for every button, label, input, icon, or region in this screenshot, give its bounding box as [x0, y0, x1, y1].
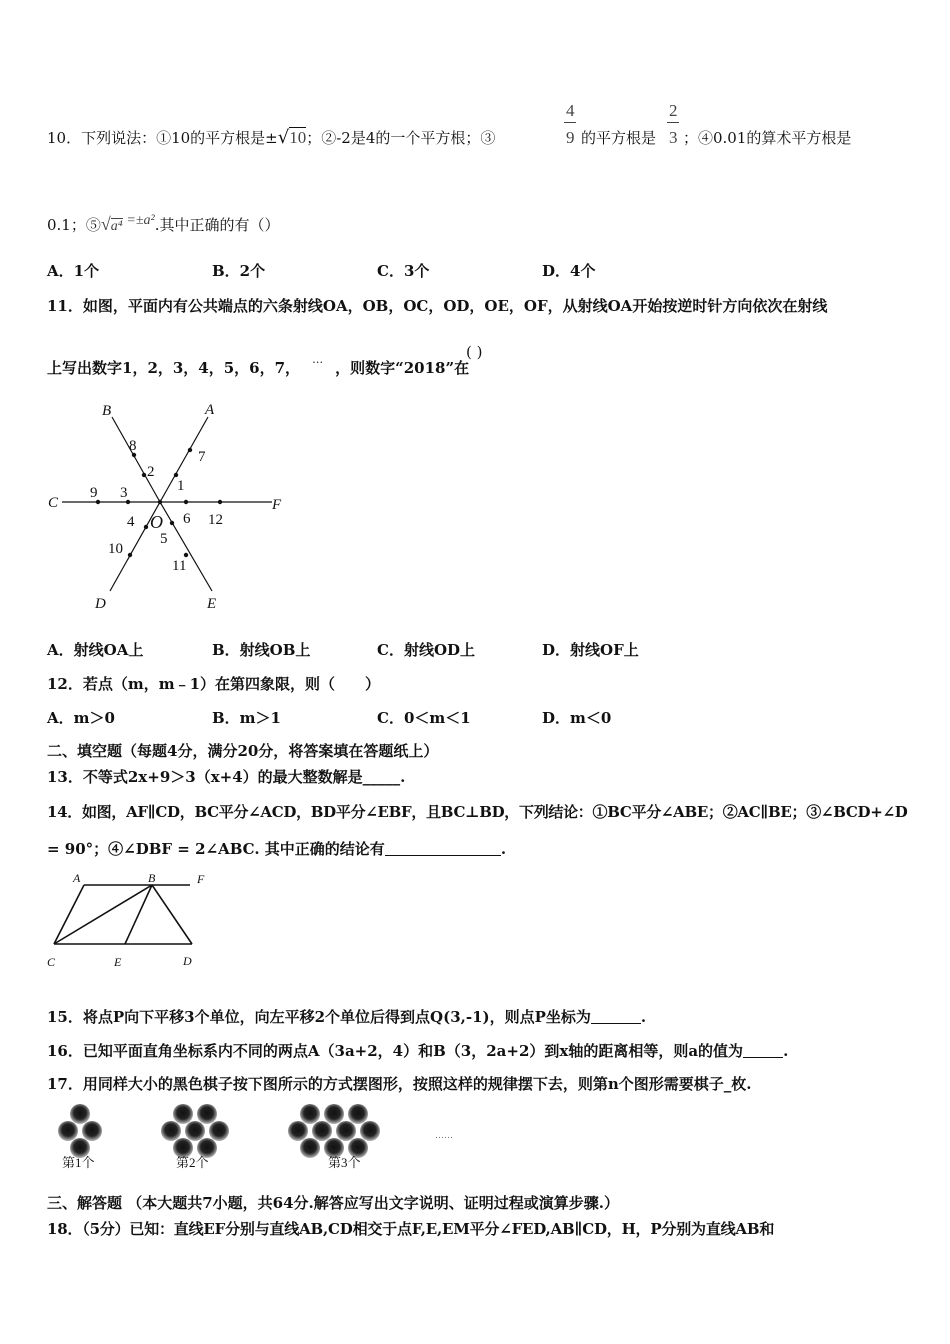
section-3-heading: 三、解答题 （本大题共7小题，共64分.解答应写出文字说明、证明过程或演算步骤.）: [47, 1194, 619, 1212]
label-3: 3: [120, 485, 128, 501]
q11-option-b[interactable]: B．射线OB上: [212, 641, 311, 659]
label-2: 2: [147, 464, 155, 480]
piece: [70, 1104, 90, 1124]
point-11: [184, 553, 188, 557]
piece: [336, 1121, 356, 1141]
piece: [348, 1104, 368, 1124]
q14-line1: 14．如图，AF∥CD，BC平分∠ACD，BD平分∠EBF，且BC⊥BD，下列结论：①BC平分∠ABE；②AC∥BE；③∠BCD+∠D: [47, 803, 908, 821]
q11-line1: 11．如图，平面内有公共端点的六条射线OA，OB，OC，OD，OE，OF，从射线OA开始按逆时针方向依次在射线: [47, 297, 828, 315]
sqrt-sign: √: [277, 127, 290, 148]
point-10: [128, 553, 132, 557]
q10-line1: [47, 127, 495, 148]
point-5: [170, 521, 174, 525]
q11-rays-figure: [40, 395, 300, 620]
label-d: D: [95, 596, 106, 612]
q10-line1-d: ；④0.01的算术平方根是: [683, 129, 852, 147]
q10-line1-c: 的平方根是: [581, 129, 657, 147]
q17-line: 17．用同样大小的黑色棋子按下图所示的方式摆图形，按照这样的规律摆下去，则第n个图形需要棋子_枚.: [47, 1075, 752, 1093]
piece: [324, 1104, 344, 1124]
section-2-heading: 二、填空题（每题4分，满分20分，将答案填在答题纸上）: [47, 742, 439, 760]
label-o: O: [150, 512, 163, 532]
label-e: E: [207, 596, 217, 612]
piece: [288, 1121, 308, 1141]
label-4: 4: [127, 514, 135, 530]
q16-answer-blank[interactable]: [743, 1043, 783, 1058]
label-c: C: [48, 495, 59, 511]
q10-line1-b: ；②-2是4的一个平方根；③: [306, 129, 496, 147]
q12-option-c[interactable]: C．0＜m＜1: [377, 709, 471, 727]
frac-2-3-num: 2: [669, 101, 678, 120]
label-10: 10: [108, 541, 123, 557]
q18-line: 18．（5分）已知：直线EF分别与直线AB,CD相交于点F,E,EM平分∠FED,AB∥CD，H，P分别为直线AB和: [47, 1220, 775, 1238]
point-4: [144, 525, 148, 529]
q11-answer-paren: ( ): [466, 343, 483, 361]
q12-option-b[interactable]: B．m＞1: [212, 709, 281, 727]
q14-label-b: B: [148, 871, 156, 885]
q11-option-a[interactable]: A．射线OA上: [47, 641, 144, 659]
label-12: 12: [208, 512, 223, 528]
q17-pieces-figure: [50, 1100, 470, 1175]
q10-line2-a: 0.1；⑤: [47, 216, 101, 234]
q10-option-c[interactable]: C．3个: [377, 262, 430, 280]
q10-line2: [47, 214, 279, 235]
q13-line: 13．不等式2x+9＞3（x+4）的最大整数解是_____.: [47, 768, 406, 786]
line-bd: [152, 885, 192, 944]
piece: [161, 1121, 181, 1141]
piece: [312, 1121, 332, 1141]
point-6: [184, 500, 188, 504]
piece: [209, 1121, 229, 1141]
q14-label-d: D: [183, 954, 192, 968]
label-11: 11: [172, 558, 187, 574]
point-7: [188, 448, 192, 452]
piece: [82, 1121, 102, 1141]
frac-4-9-den: 9: [566, 128, 575, 147]
q11-dots: …: [312, 353, 324, 366]
q10-line1-a: 10．下列说法：①10的平方根是±: [47, 129, 278, 147]
point-1: [174, 473, 178, 477]
piece: [58, 1121, 78, 1141]
label-b: B: [102, 403, 112, 419]
q11-option-d[interactable]: D．射线OF上: [542, 641, 639, 659]
q14-answer-blank[interactable]: [385, 841, 501, 856]
frac-2-3-bar: [667, 122, 679, 123]
q14-label-c: C: [47, 955, 56, 969]
frac-4-9-num: 4: [566, 101, 575, 120]
label-5: 5: [160, 531, 168, 547]
q17-caption-2: 第2个: [176, 1155, 209, 1170]
point-12: [218, 500, 222, 504]
label-8: 8: [129, 438, 137, 454]
q10-option-b[interactable]: B．2个: [212, 262, 266, 280]
sqrt-10: 10: [289, 128, 307, 147]
q14-label-f: F: [197, 872, 205, 886]
q12-line: 12．若点（m，m﹣1）在第四象限，则（ ）: [47, 675, 381, 693]
q10-option-d[interactable]: D．4个: [542, 262, 596, 280]
q17-caption-1: 第1个: [62, 1155, 95, 1170]
sqrt-a4: √a⁴ =±a²: [100, 213, 155, 234]
q16-line: 16．已知平面直角坐标系内不同的两点A（3a+2，4）和B（3，2a+2）到x轴的距离相等，则a的值为 .: [47, 1042, 789, 1060]
piece: [197, 1104, 217, 1124]
q14-line2: = 90°；④∠DBF = 2∠ABC. 其中正确的结论有 .: [47, 840, 507, 858]
piece: [185, 1121, 205, 1141]
piece: [300, 1104, 320, 1124]
q14-figure: [40, 868, 240, 973]
label-7: 7: [198, 449, 206, 465]
point-o: [158, 500, 162, 504]
q11-line2: 上写出数字1，2，3，4，5，6，7， … ，则数字“2018”在: [47, 353, 470, 377]
q17-caption-3: 第3个: [328, 1155, 361, 1170]
label-f: F: [272, 497, 282, 513]
q15-line: 15．将点P向下平移3个单位，向左平移2个单位后得到点Q(3,-1)，则点P坐标为 .: [47, 1008, 647, 1026]
q12-option-a[interactable]: A．m＞0: [47, 709, 115, 727]
piece: [300, 1138, 320, 1158]
q12-option-d[interactable]: D．m＜0: [542, 709, 612, 727]
label-a: A: [205, 402, 215, 418]
piece: [173, 1104, 193, 1124]
q17-more-dots: ……: [435, 1130, 453, 1140]
q14-label-a: A: [73, 871, 81, 885]
point-2: [142, 473, 146, 477]
label-6: 6: [183, 511, 191, 527]
q14-label-e: E: [114, 955, 122, 969]
frac-2-3-den: 3: [669, 128, 678, 147]
frac-4-9-bar: [564, 122, 576, 123]
label-9: 9: [90, 485, 98, 501]
label-1: 1: [177, 478, 185, 494]
piece: [360, 1121, 380, 1141]
q10-option-a[interactable]: A．1个: [47, 262, 100, 280]
q11-option-c[interactable]: C．射线OD上: [377, 641, 476, 659]
q15-answer-blank[interactable]: [591, 1009, 641, 1024]
q10-line2-b: .其中正确的有（）: [154, 216, 280, 234]
